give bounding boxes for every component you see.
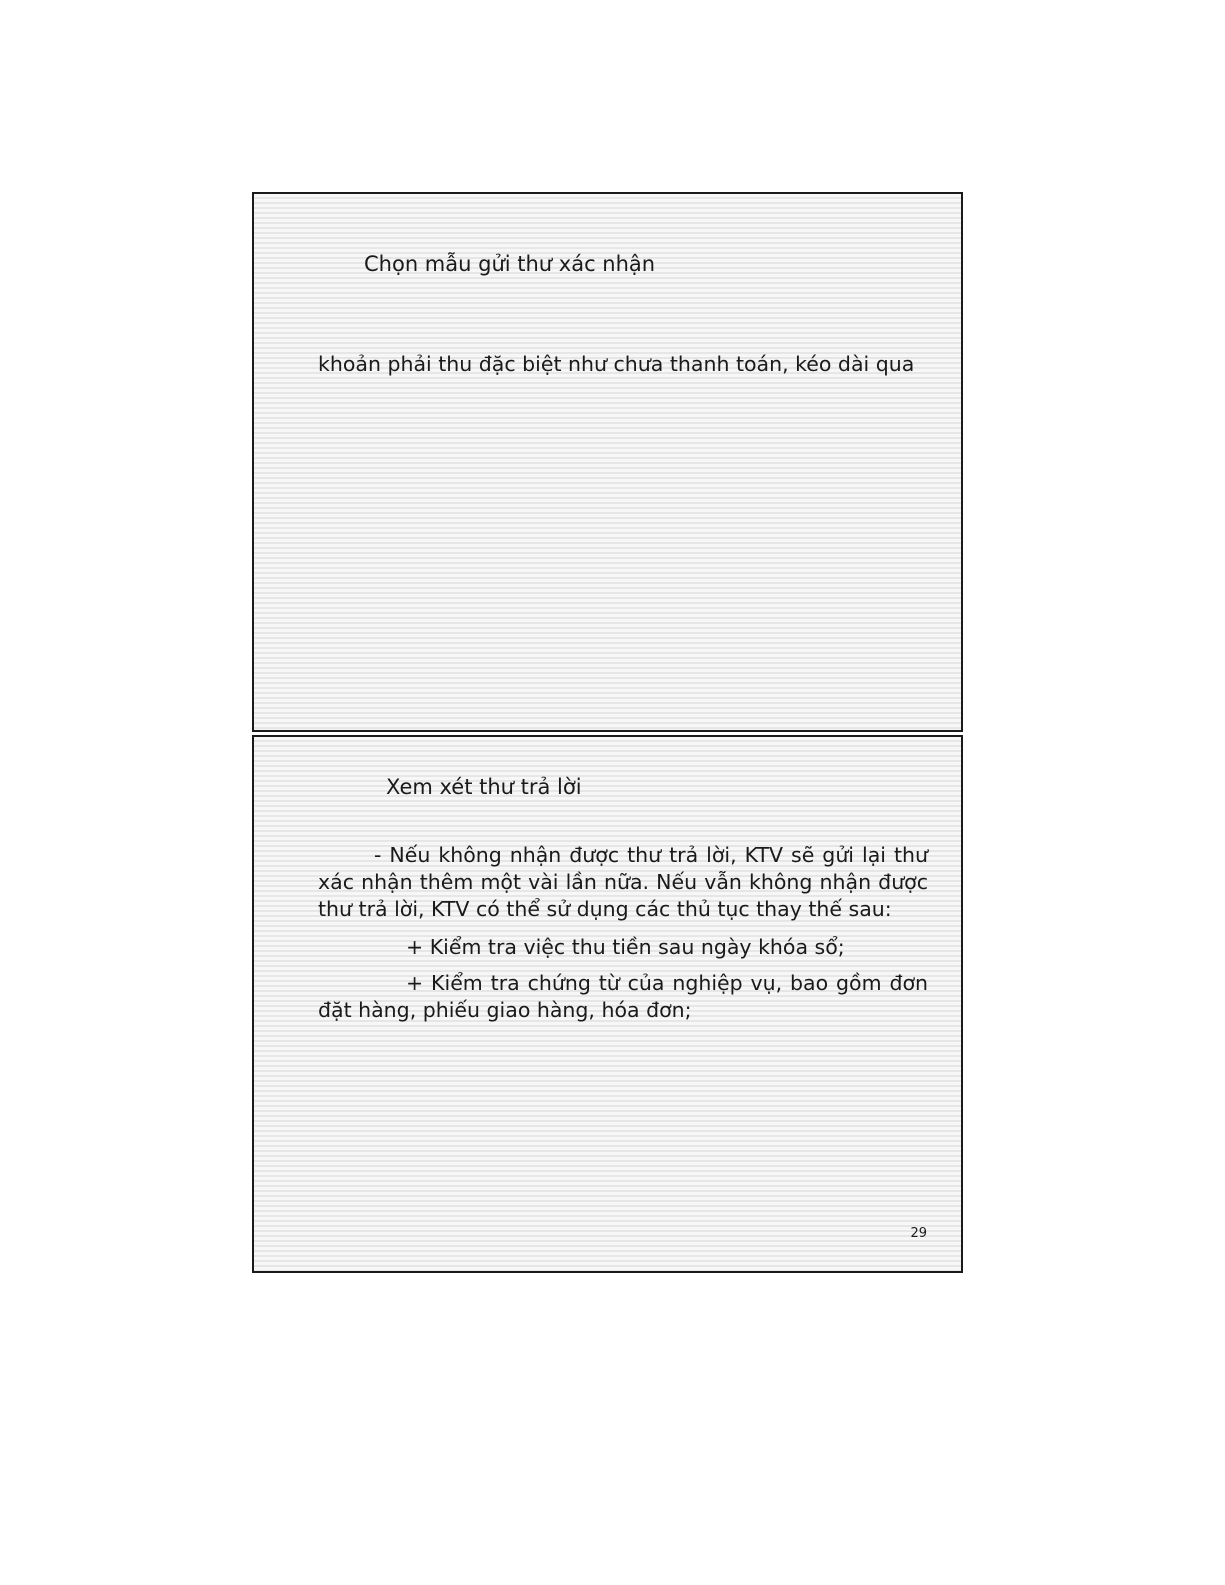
slide-2 [252,735,963,1273]
slide-1 [252,192,963,732]
page-number: 29 [910,1226,927,1241]
slide-title: Xem xét thư trả lời [386,775,582,799]
paragraph-no-reply: - Nếu không nhận được thư trả lời, KTV sẽ gửi lại thư xác nhận thêm một vài lần nữa. Nếu vẫn không nhận được thư trả lời, KTV có thể sử dụng các thủ tục thay thế sau: [318,843,928,921]
paragraph-check-collection: + Kiểm tra việc thu tiền sau ngày khóa sổ; [406,935,845,959]
slide-title: Chọn mẫu gửi thư xác nhận [364,252,656,276]
slide-body-text: khoản phải thu đặc biệt như chưa thanh toán, kéo dài qua [318,352,915,376]
paragraph-check-documents: + Kiểm tra chứng từ của nghiệp vụ, bao gồm đơn đặt hàng, phiếu giao hàng, hóa đơn; [318,971,928,1022]
